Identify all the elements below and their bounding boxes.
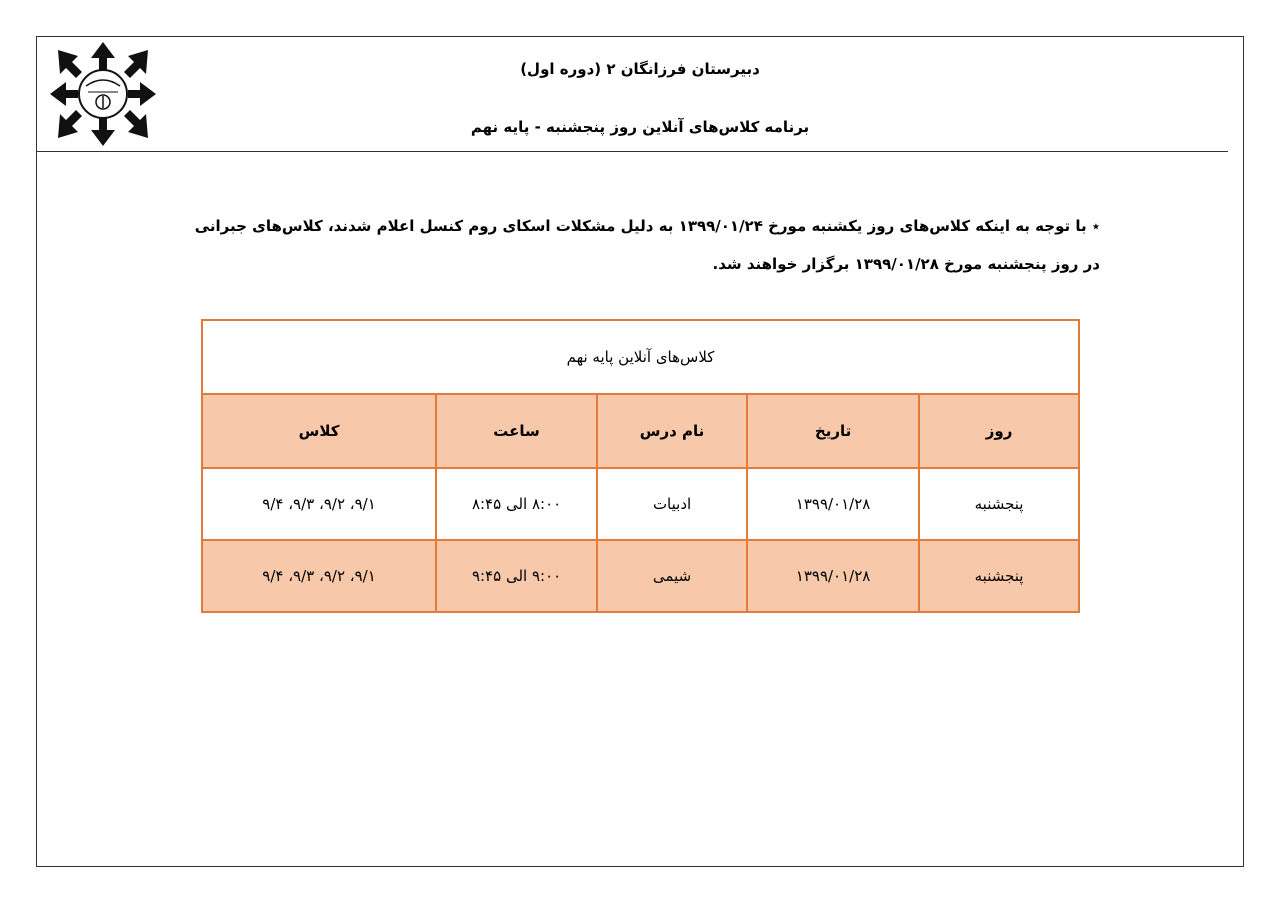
table-row bbox=[202, 540, 1079, 612]
column-header: ساعت bbox=[436, 394, 597, 468]
time-cell: ۹:۰۰ الی ۹:۴۵ bbox=[436, 540, 597, 612]
school-name: دبیرستان فرزانگان ۲ (دوره اول) bbox=[520, 60, 760, 78]
column-header: روز bbox=[919, 394, 1079, 468]
column-header: کلاس bbox=[202, 394, 436, 468]
notice-line: ٭ با توجه به اینکه کلاس‌های روز یکشنبه مورخ ۱۳۹۹/۰۱/۲۴ به دلیل مشکلات اسکای روم کنسل اعلام شدند، کلاس‌های جبرانی bbox=[194, 217, 1100, 235]
program-title: برنامه کلاس‌های آنلاین روز پنجشنبه - پایه نهم bbox=[470, 118, 810, 136]
time-cell: ۸:۰۰ الی ۸:۴۵ bbox=[436, 468, 597, 540]
subject-cell: ادبیات bbox=[597, 468, 747, 540]
day-cell: پنجشنبه bbox=[919, 540, 1079, 612]
subject-cell: شیمی bbox=[597, 540, 747, 612]
schedule-table bbox=[201, 319, 1080, 613]
notice-text bbox=[170, 207, 1100, 283]
day-cell: پنجشنبه bbox=[919, 468, 1079, 540]
date-cell: ۱۳۹۹/۰۱/۲۸ bbox=[747, 468, 919, 540]
header-divider bbox=[36, 151, 1228, 152]
class-cell: ۹/۱، ۹/۲، ۹/۳، ۹/۴ bbox=[202, 468, 436, 540]
column-header: نام درس bbox=[597, 394, 747, 468]
table-row bbox=[202, 468, 1079, 540]
table-header-row bbox=[202, 394, 1079, 468]
date-cell: ۱۳۹۹/۰۱/۲۸ bbox=[747, 540, 919, 612]
notice-line: در روز پنجشنبه مورخ ۱۳۹۹/۰۱/۲۸ برگزار خواهند شد. bbox=[712, 255, 1100, 273]
class-cell: ۹/۱، ۹/۲، ۹/۳، ۹/۴ bbox=[202, 540, 436, 612]
column-header: تاریخ bbox=[747, 394, 919, 468]
table-title: کلاس‌های آنلاین پایه نهم bbox=[202, 320, 1079, 394]
